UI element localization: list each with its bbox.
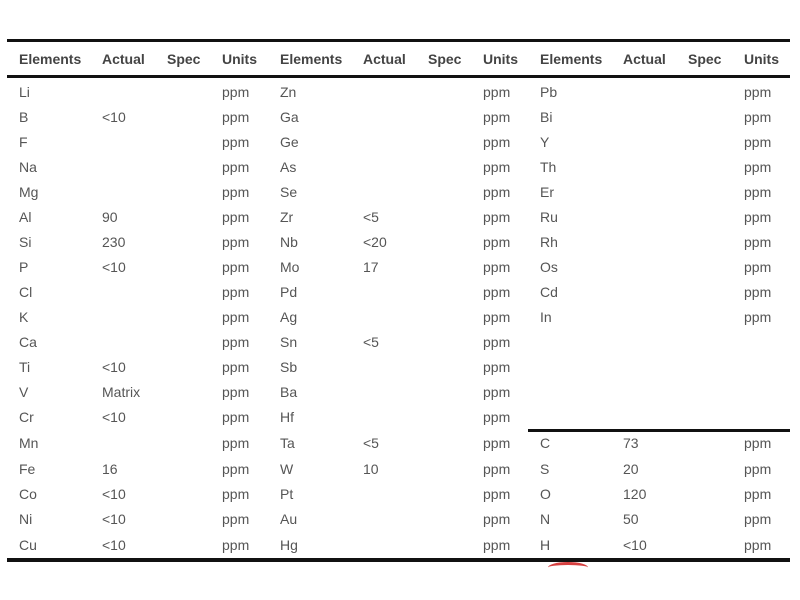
header-actual-3: Actual xyxy=(623,51,666,67)
table-row xyxy=(7,230,790,255)
cell-elements-2: Ag xyxy=(280,309,298,325)
cell-units-1: ppm xyxy=(222,259,250,275)
cell-units-2: ppm xyxy=(483,184,511,200)
table-row xyxy=(7,380,790,405)
cell-units-1: ppm xyxy=(222,84,250,100)
cell-elements-3: Er xyxy=(540,184,554,200)
cell-elements-2: Hf xyxy=(280,409,294,425)
cell-actual-2: <20 xyxy=(363,234,387,250)
table-row xyxy=(7,180,790,205)
header-units-2: Units xyxy=(483,51,518,67)
cell-elements-1: Mg xyxy=(19,184,39,200)
cell-units-3: ppm xyxy=(744,309,772,325)
cell-units-1: ppm xyxy=(222,334,250,350)
table-row xyxy=(7,457,790,482)
cell-units-3: ppm xyxy=(744,109,772,125)
cell-elements-2: Ga xyxy=(280,109,299,125)
cell-elements-1: Mn xyxy=(19,435,39,451)
cell-units-2: ppm xyxy=(483,259,511,275)
header-units-3: Units xyxy=(744,51,779,67)
cell-units-3: ppm xyxy=(744,486,772,502)
cell-elements-2: Se xyxy=(280,184,298,200)
cell-units-2: ppm xyxy=(483,435,511,451)
cell-units-1: ppm xyxy=(222,234,250,250)
cell-units-2: ppm xyxy=(483,359,511,375)
cell-units-2: ppm xyxy=(483,284,511,300)
cell-units-3: ppm xyxy=(744,461,772,477)
table-row xyxy=(7,330,790,355)
cell-units-1: ppm xyxy=(222,109,250,125)
red-arc-mark xyxy=(548,562,588,573)
cell-units-3: ppm xyxy=(744,209,772,225)
cell-units-3: ppm xyxy=(744,259,772,275)
cell-actual-3: 50 xyxy=(623,511,639,527)
cell-elements-3: In xyxy=(540,309,552,325)
table-bottom-rule xyxy=(7,558,790,562)
cell-units-1: ppm xyxy=(222,409,250,425)
cell-elements-3: Bi xyxy=(540,109,553,125)
cell-units-1: ppm xyxy=(222,134,250,150)
header-units-1: Units xyxy=(222,51,257,67)
cell-elements-2: Hg xyxy=(280,537,298,553)
table-row xyxy=(7,155,790,180)
cell-elements-2: As xyxy=(280,159,297,175)
cell-units-2: ppm xyxy=(483,409,511,425)
table-row xyxy=(7,205,790,230)
cell-units-2: ppm xyxy=(483,134,511,150)
cell-elements-2: Mo xyxy=(280,259,300,275)
cell-units-1: ppm xyxy=(222,359,250,375)
header-bottom-rule xyxy=(7,75,790,78)
cell-elements-3: Rh xyxy=(540,234,558,250)
cell-units-1: ppm xyxy=(222,511,250,527)
cell-actual-1: 90 xyxy=(102,209,118,225)
cell-units-3: ppm xyxy=(744,134,772,150)
cell-units-2: ppm xyxy=(483,384,511,400)
cell-units-2: ppm xyxy=(483,461,511,477)
cell-actual-1: <10 xyxy=(102,109,126,125)
cell-elements-1: Cr xyxy=(19,409,34,425)
cell-elements-2: Ta xyxy=(280,435,295,451)
table-row xyxy=(7,482,790,507)
cell-elements-2: Zn xyxy=(280,84,297,100)
cell-elements-1: Ni xyxy=(19,511,33,527)
cell-actual-3: <10 xyxy=(623,537,647,553)
cell-elements-1: Cl xyxy=(19,284,33,300)
cell-units-2: ppm xyxy=(483,109,511,125)
cell-elements-3: Pb xyxy=(540,84,558,100)
table-row xyxy=(7,507,790,532)
element-analysis-table xyxy=(7,39,790,562)
cell-actual-2: <5 xyxy=(363,209,379,225)
gas-section-rule xyxy=(528,429,790,432)
cell-elements-1: Ca xyxy=(19,334,37,350)
cell-units-1: ppm xyxy=(222,284,250,300)
cell-actual-1: 16 xyxy=(102,461,118,477)
header-spec-1: Spec xyxy=(167,51,201,67)
table-header-row xyxy=(7,42,790,75)
cell-units-1: ppm xyxy=(222,209,250,225)
header-spec-3: Spec xyxy=(688,51,722,67)
cell-elements-1: Li xyxy=(19,84,30,100)
cell-units-1: ppm xyxy=(222,486,250,502)
cell-units-3: ppm xyxy=(744,284,772,300)
cell-actual-1: <10 xyxy=(102,486,126,502)
cell-units-3: ppm xyxy=(744,435,772,451)
cell-elements-3: S xyxy=(540,461,550,477)
cell-elements-3: Cd xyxy=(540,284,558,300)
cell-elements-2: Zr xyxy=(280,209,294,225)
cell-elements-3: N xyxy=(540,511,551,527)
cell-elements-2: Ba xyxy=(280,384,298,400)
table-row xyxy=(7,130,790,155)
cell-elements-3: Ru xyxy=(540,209,558,225)
cell-actual-2: <5 xyxy=(363,435,379,451)
cell-elements-3: H xyxy=(540,537,551,553)
cell-elements-1: Al xyxy=(19,209,32,225)
table-row xyxy=(7,80,790,105)
cell-elements-2: Pd xyxy=(280,284,298,300)
cell-elements-1: V xyxy=(19,384,29,400)
header-actual-2: Actual xyxy=(363,51,406,67)
cell-elements-2: W xyxy=(280,461,294,477)
cell-units-1: ppm xyxy=(222,461,250,477)
cell-actual-1: <10 xyxy=(102,409,126,425)
cell-units-1: ppm xyxy=(222,159,250,175)
cell-units-3: ppm xyxy=(744,234,772,250)
cell-actual-3: 73 xyxy=(623,435,639,451)
cell-units-2: ppm xyxy=(483,84,511,100)
table-row xyxy=(7,405,790,430)
cell-actual-1: 230 xyxy=(102,234,126,250)
cell-units-2: ppm xyxy=(483,309,511,325)
cell-elements-1: Ti xyxy=(19,359,31,375)
cell-units-2: ppm xyxy=(483,159,511,175)
cell-actual-1: <10 xyxy=(102,259,126,275)
cell-elements-1: Si xyxy=(19,234,32,250)
cell-elements-1: Na xyxy=(19,159,37,175)
header-elements-2: Elements xyxy=(280,51,343,67)
cell-units-1: ppm xyxy=(222,435,250,451)
table-row xyxy=(7,431,790,456)
table-row xyxy=(7,280,790,305)
table-row xyxy=(7,533,790,558)
cell-units-2: ppm xyxy=(483,511,511,527)
cell-actual-1: <10 xyxy=(102,537,126,553)
header-actual-1: Actual xyxy=(102,51,145,67)
cell-units-1: ppm xyxy=(222,309,250,325)
cell-actual-1: <10 xyxy=(102,359,126,375)
cell-units-2: ppm xyxy=(483,234,511,250)
cell-units-1: ppm xyxy=(222,537,250,553)
table-row xyxy=(7,305,790,330)
cell-actual-1: <10 xyxy=(102,511,126,527)
cell-units-3: ppm xyxy=(744,511,772,527)
cell-elements-2: Ge xyxy=(280,134,299,150)
cell-elements-3: Th xyxy=(540,159,557,175)
cell-units-1: ppm xyxy=(222,184,250,200)
cell-elements-1: F xyxy=(19,134,28,150)
cell-elements-3: Y xyxy=(540,134,550,150)
cell-elements-1: Fe xyxy=(19,461,36,477)
cell-elements-2: Pt xyxy=(280,486,294,502)
cell-units-2: ppm xyxy=(483,486,511,502)
cell-actual-2: <5 xyxy=(363,334,379,350)
cell-actual-3: 20 xyxy=(623,461,639,477)
cell-units-2: ppm xyxy=(483,537,511,553)
cell-actual-1: Matrix xyxy=(102,384,141,400)
cell-elements-2: Nb xyxy=(280,234,298,250)
cell-elements-2: Sb xyxy=(280,359,298,375)
cell-elements-1: P xyxy=(19,259,29,275)
header-elements-3: Elements xyxy=(540,51,603,67)
cell-elements-1: K xyxy=(19,309,29,325)
table-row xyxy=(7,105,790,130)
cell-actual-3: 120 xyxy=(623,486,647,502)
cell-elements-1: Co xyxy=(19,486,37,502)
cell-elements-3: Os xyxy=(540,259,558,275)
cell-units-1: ppm xyxy=(222,384,250,400)
cell-units-2: ppm xyxy=(483,209,511,225)
cell-elements-1: Cu xyxy=(19,537,37,553)
table-row xyxy=(7,355,790,380)
header-spec-2: Spec xyxy=(428,51,462,67)
cell-elements-3: C xyxy=(540,435,551,451)
cell-elements-1: B xyxy=(19,109,29,125)
cell-elements-2: Sn xyxy=(280,334,298,350)
table-row xyxy=(7,255,790,280)
cell-actual-2: 17 xyxy=(363,259,379,275)
cell-units-3: ppm xyxy=(744,537,772,553)
header-elements-1: Elements xyxy=(19,51,82,67)
cell-elements-3: O xyxy=(540,486,551,502)
cell-actual-2: 10 xyxy=(363,461,379,477)
cell-elements-2: Au xyxy=(280,511,298,527)
cell-units-3: ppm xyxy=(744,184,772,200)
cell-units-3: ppm xyxy=(744,159,772,175)
cell-units-2: ppm xyxy=(483,334,511,350)
cell-units-3: ppm xyxy=(744,84,772,100)
